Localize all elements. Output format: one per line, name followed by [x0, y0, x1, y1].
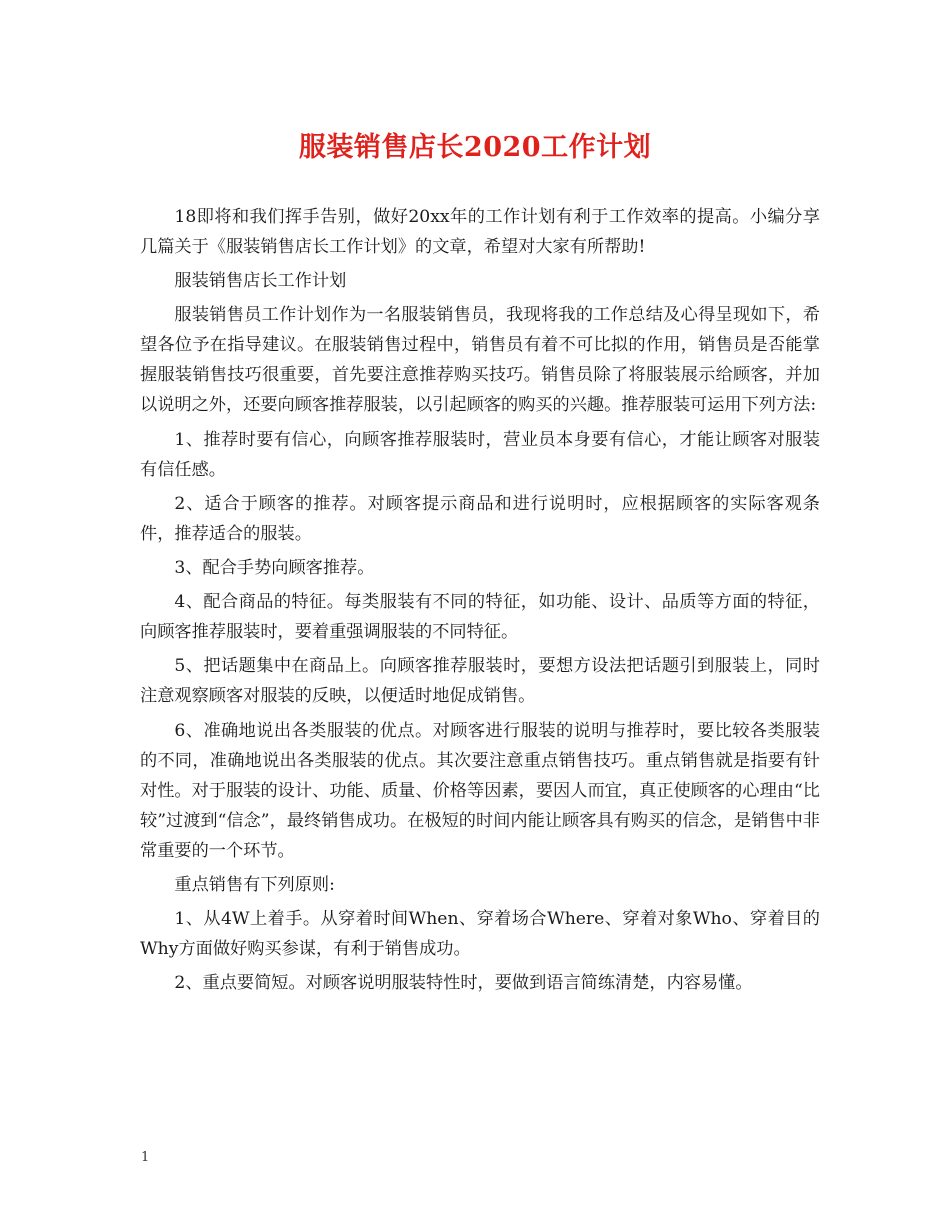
- document-body: [140, 202, 820, 1002]
- paragraph-item-1: 1、推荐时要有信心，向顾客推荐服装时，营业员本身要有信心，才能让顾客对服装有信任感。: [140, 429, 820, 480]
- paragraph-item-3: 3、配合手势向顾客推荐。: [174, 557, 375, 578]
- paragraph-principles-heading: 重点销售有下列原则:: [174, 874, 335, 895]
- paragraph-item-6: 6、准确地说出各类服装的优点。对顾客进行服装的说明与推荐时，要比较各类服装的不同，准确地说出各类服装的优点。其次要注意重点销售技巧。重点销售就是指要有针对性。对于服装的设计、功能、质量、价格等因素，要因人而宜，真正使顾客的心理由“比较”过渡到“信念”，最终销售成功。在极短的时间内能让顾客具有购买的信念，是销售中非常重要的一个环节。: [140, 720, 820, 861]
- paragraph-item-4: 4、配合商品的特征。每类服装有不同的特征，如功能、设计、品质等方面的特征，向顾客推荐服装时，要着重强调服装的不同特征。: [140, 592, 820, 643]
- page-number: 1: [141, 1150, 150, 1165]
- document-title: 服装销售店长2020工作计划: [298, 132, 652, 163]
- paragraph-item-2: 2、适合于顾客的推荐。对顾客提示商品和进行说明时，应根据顾客的实际客观条件，推荐适合的服装。: [140, 493, 820, 544]
- paragraph-principle-1: 1、从4W上着手。从穿着时间When、穿着场合Where、穿着对象Who、穿着目的Why方面做好购买参谋，有利于销售成功。: [140, 908, 820, 959]
- paragraph-overview: 服装销售员工作计划作为一名服装销售员，我现将我的工作总结及心得呈现如下，希望各位予在指导建议。在服装销售过程中，销售员有着不可比拟的作用，销售员是否能掌握服装销售技巧很重要，首先要注意推荐购买技巧。销售员除了将服装展示给顾客，并加以说明之外，还要向顾客推荐服装，以引起顾客的购买的兴趣。推荐服装可运用下列方法:: [140, 305, 820, 416]
- paragraph-intro: 18即将和我们挥手告别，做好20xx年的工作计划有利于工作效率的提高。小编分享几篇关于《服装销售店长工作计划》的文章，希望对大家有所帮助!: [140, 207, 820, 257]
- paragraph-principle-2: 2、重点要简短。对顾客说明服装特性时，要做到语言简练清楚，内容易懂。: [174, 973, 753, 994]
- paragraph-item-5: 5、把话题集中在商品上。向顾客推荐服装时，要想方设法把话题引到服装上，同时注意观察顾客对服装的反映，以便适时地促成销售。: [140, 656, 820, 707]
- paragraph-subtitle: 服装销售店长工作计划: [174, 271, 347, 292]
